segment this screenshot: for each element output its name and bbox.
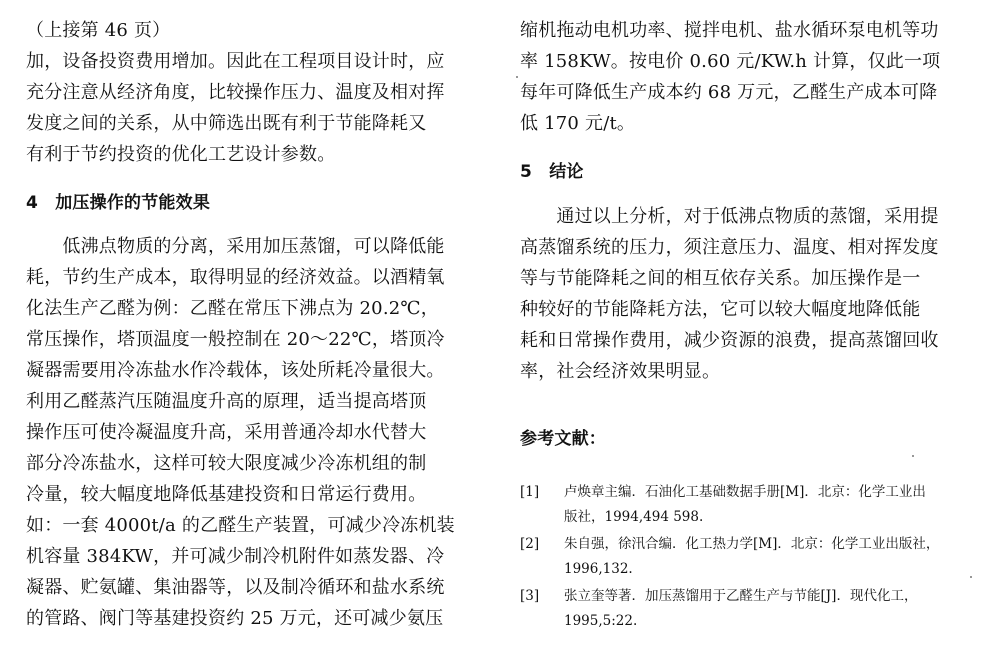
intro-line: 有利于节约投资的优化工艺设计参数。: [26, 144, 336, 165]
intro-line: 发度之间的关系，从中筛选出既有利于节能降耗又: [26, 113, 427, 134]
continuation-line: 率 158KW。按电价 0.60 元/KW.h 计算，仅此一项: [520, 51, 941, 72]
reference-text: 张立奎等著．加压蒸馏用于乙醛生产与节能[J]．现代化工，: [564, 588, 918, 604]
reference-number: [3]: [520, 588, 540, 604]
conclusion-line: 通过以上分析，对于低沸点物质的蒸馏，采用提: [520, 206, 939, 227]
reference-item: [520, 535, 939, 553]
section-5-heading: 5 结论: [520, 162, 584, 182]
scan-speck: [970, 576, 972, 578]
reference-text-continued: 版社，1994,494 598.: [564, 509, 704, 525]
body-line: 凝器、贮氨罐、集油器等，以及制冷循环和盐水系统: [26, 577, 445, 598]
body-line: 部分冷冻盐水，这样可较大限度减少冷冻机组的制: [26, 453, 427, 474]
reference-text: 朱自强，徐汛合编．化工热力学[M]．北京：化学工业出版社，: [564, 536, 940, 552]
conclusion-line: 等与节能降耗之间的相互依存关系。加压操作是一: [520, 268, 921, 289]
conclusion-line: 种较好的节能降耗方法，它可以较大幅度地降低能: [520, 299, 921, 320]
reference-number: [1]: [520, 484, 540, 500]
continuation-line: 低 170 元/t。: [520, 113, 636, 134]
conclusion-line: 率，社会经济效果明显。: [520, 361, 721, 382]
body-line: 凝器需要用冷冻盐水作冷载体，该处所耗冷量很大。: [26, 360, 445, 381]
body-line: 机容量 384KW，并可减少制冷机附件如蒸发器、冷: [26, 546, 445, 567]
section-4-heading: 4 加压操作的节能效果: [26, 193, 211, 213]
references-title: 参考文献：: [520, 429, 606, 449]
intro-line: 加，设备投资费用增加。因此在工程项目设计时，应: [26, 51, 445, 72]
reference-item: [520, 587, 917, 605]
body-line: 化法生产乙醛为例：乙醛在常压下沸点为 20.2℃，: [26, 298, 439, 319]
reference-text-continued: 1995,5:22.: [564, 613, 638, 629]
continued-from-note: （上接第 46 页）: [26, 20, 171, 41]
body-line: 如：一套 4000t/a 的乙醛生产装置，可减少冷冻机装: [26, 515, 455, 536]
intro-line: 充分注意从经济角度，比较操作压力、温度及相对挥: [26, 82, 445, 103]
reference-text: 卢焕章主编．石油化工基础数据手册[M]．北京：化学工业出: [564, 484, 926, 500]
body-line: 常压操作，塔顶温度一般控制在 20～22℃，塔顶冷: [26, 329, 445, 350]
conclusion-line: 耗和日常操作费用，减少资源的浪费，提高蒸馏回收: [520, 330, 939, 351]
conclusion-line: 高蒸馏系统的压力，须注意压力、温度、相对挥发度: [520, 237, 939, 258]
continuation-line: 每年可降低生产成本约 68 万元，乙醛生产成本可降: [520, 82, 938, 103]
body-line: 耗，节约生产成本，取得明显的经济效益。以酒精氧: [26, 267, 445, 288]
body-line: 的管路、阀门等基建投资约 25 万元，还可减少氨压: [26, 608, 444, 629]
body-line: 利用乙醛蒸汽压随温度升高的原理，适当提高塔顶: [26, 391, 427, 412]
body-line: 冷量，较大幅度地降低基建投资和日常运行费用。: [26, 484, 427, 505]
reference-item: [520, 483, 926, 501]
scan-speck: [912, 455, 914, 457]
reference-number: [2]: [520, 536, 540, 552]
reference-text-continued: 1996,132.: [564, 561, 633, 577]
continuation-line: 缩机拖动电机功率、搅拌电机、盐水循环泵电机等功: [520, 20, 939, 41]
scan-speck: [516, 76, 518, 78]
body-line: 操作压可使冷凝温度升高，采用普通冷却水代替大: [26, 422, 427, 443]
body-line: 低沸点物质的分离，采用加压蒸馏，可以降低能: [26, 236, 445, 257]
